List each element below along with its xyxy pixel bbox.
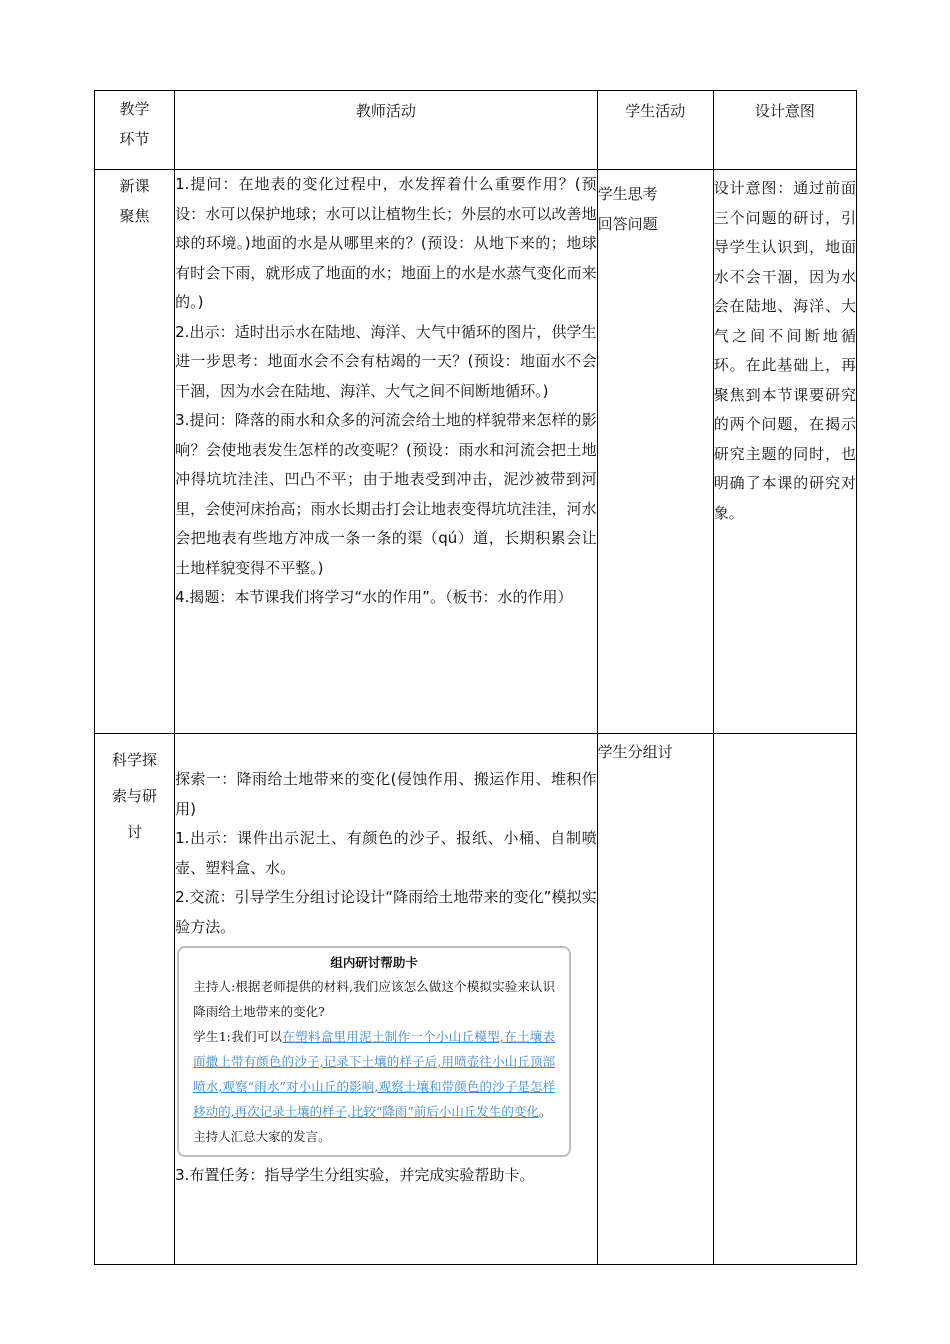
header-teacher: 教师活动 — [175, 91, 598, 170]
header-row — [95, 91, 857, 170]
row1-section — [95, 170, 175, 734]
header-section — [95, 91, 175, 170]
row1-design-intent: 设计意图：通过前面三个问题的研讨，引导学生认识到，地面水不会干涸，因为水会在陆地、海洋、大气之间不间断地循环。在此基础上，再聚焦到本节课要研究的两个问题，在揭示研究主题的同时，也明确了本课的研究对象。 — [713, 170, 856, 734]
row2-teacher-p3: 2.交流：引导学生分组讨论设计“降雨给土地带来的变化”模拟实验方法。 — [175, 888, 597, 936]
row1-student-activity — [597, 170, 713, 734]
row1-teacher-p2: 2.出示：适时出示水在陆地、海洋、大气中循环的图片，供学生进一步思考：地面水会不会有枯竭的一天？(预设：地面水不会干涸，因为水会在陆地、海洋、大气之间不间断地循环。) — [175, 322, 597, 400]
help-card — [177, 946, 571, 1157]
row1-teacher-p1: 1.提问：在地表的变化过程中，水发挥着什么重要作用？(预设：水可以保护地球；水可以让植物生长；外层的水可以改善地球的环境。)地面的水是从哪里来的？(预设：从地下来的；地球有时会下雨，就形成了地面的水；地面上的水是水蒸气变化而来的。) — [175, 175, 597, 311]
row1-teacher-activity — [175, 170, 598, 734]
row2-teacher-p2: 1.出示：课件出示泥土、有颜色的沙子、报纸、小桶、自制喷壶、塑料盒、水。 — [175, 829, 597, 877]
row2-task: 3.布置任务：指导学生分组实验，并完成实验帮助卡。 — [175, 1166, 535, 1184]
row2-section-line1: 科学探 — [112, 751, 158, 769]
row2-teacher-activity — [175, 734, 598, 1265]
row2-design-intent — [713, 734, 856, 1265]
row1-teacher-p3: 3.提问：降落的雨水和众多的河流会给土地的样貌带来怎样的影响？会使地表发生怎样的改变呢？(预设：雨水和河流会把土地冲得坑坑洼洼、凹凸不平；由于地表受到冲击，泥沙被带到河里，会使河床抬高；雨水长期击打会让地表变得坑坑洼洼，河水会把地表有些地方冲成一条一条的渠（qú）道，长期积累会让土地样貌变得不平整。) — [175, 411, 597, 577]
row2-section — [95, 734, 175, 1265]
row1-student-line1: 学生思考 — [597, 185, 658, 203]
row1-section-line2: 聚焦 — [119, 206, 150, 225]
header-section-line1: 教学 — [119, 100, 150, 118]
row2-teacher-p1: 探索一：降雨给土地带来的变化(侵蚀作用、搬运作用、堆积作用) — [175, 770, 597, 818]
row1-teacher-p4: 4.揭题：本节课我们将学习“水的作用”。（板书：水的作用） — [175, 588, 573, 606]
row2-student-activity: 学生分组讨 — [597, 734, 713, 1265]
help-card-student-suffix: 。 — [538, 1104, 552, 1119]
row2-section-line2: 索与研 — [112, 787, 158, 805]
help-card-host-summary: 主持人汇总大家的发言。 — [193, 1129, 331, 1144]
lesson-plan-table — [94, 90, 857, 1265]
header-intent: 设计意图 — [713, 91, 856, 170]
help-card-title: 组内研讨帮助卡 — [330, 955, 418, 970]
help-card-host-prompt: 主持人:根据老师提供的材料,我们应该怎么做这个模拟实验来认识降雨给土地带来的变化? — [193, 979, 556, 1019]
help-card-student-prefix: 学生1:我们可以 — [193, 1029, 283, 1044]
row2-section-line3: 讨 — [127, 823, 143, 841]
row1-student-line2: 回答问题 — [597, 214, 658, 233]
header-section-line2: 环节 — [119, 129, 150, 148]
row1-section-line1: 新课 — [119, 177, 150, 195]
header-student: 学生活动 — [597, 91, 713, 170]
help-card-student-answer: 在塑料盒里用泥土制作一个小山丘模型,在土壤表面撒上带有颜色的沙子,记录下土壤的样子后,用喷壶往小山丘顶部喷水,观察“雨水”对小山丘的影响,观察土壤和带颜色的沙子是怎样移动的,再次记录土壤的样子,比较“降雨”前后小山丘发生的变化 — [193, 1029, 556, 1119]
row-new-lesson-focus — [95, 170, 857, 734]
row-science-exploration — [95, 734, 857, 1265]
help-card-student-response — [193, 1024, 555, 1124]
